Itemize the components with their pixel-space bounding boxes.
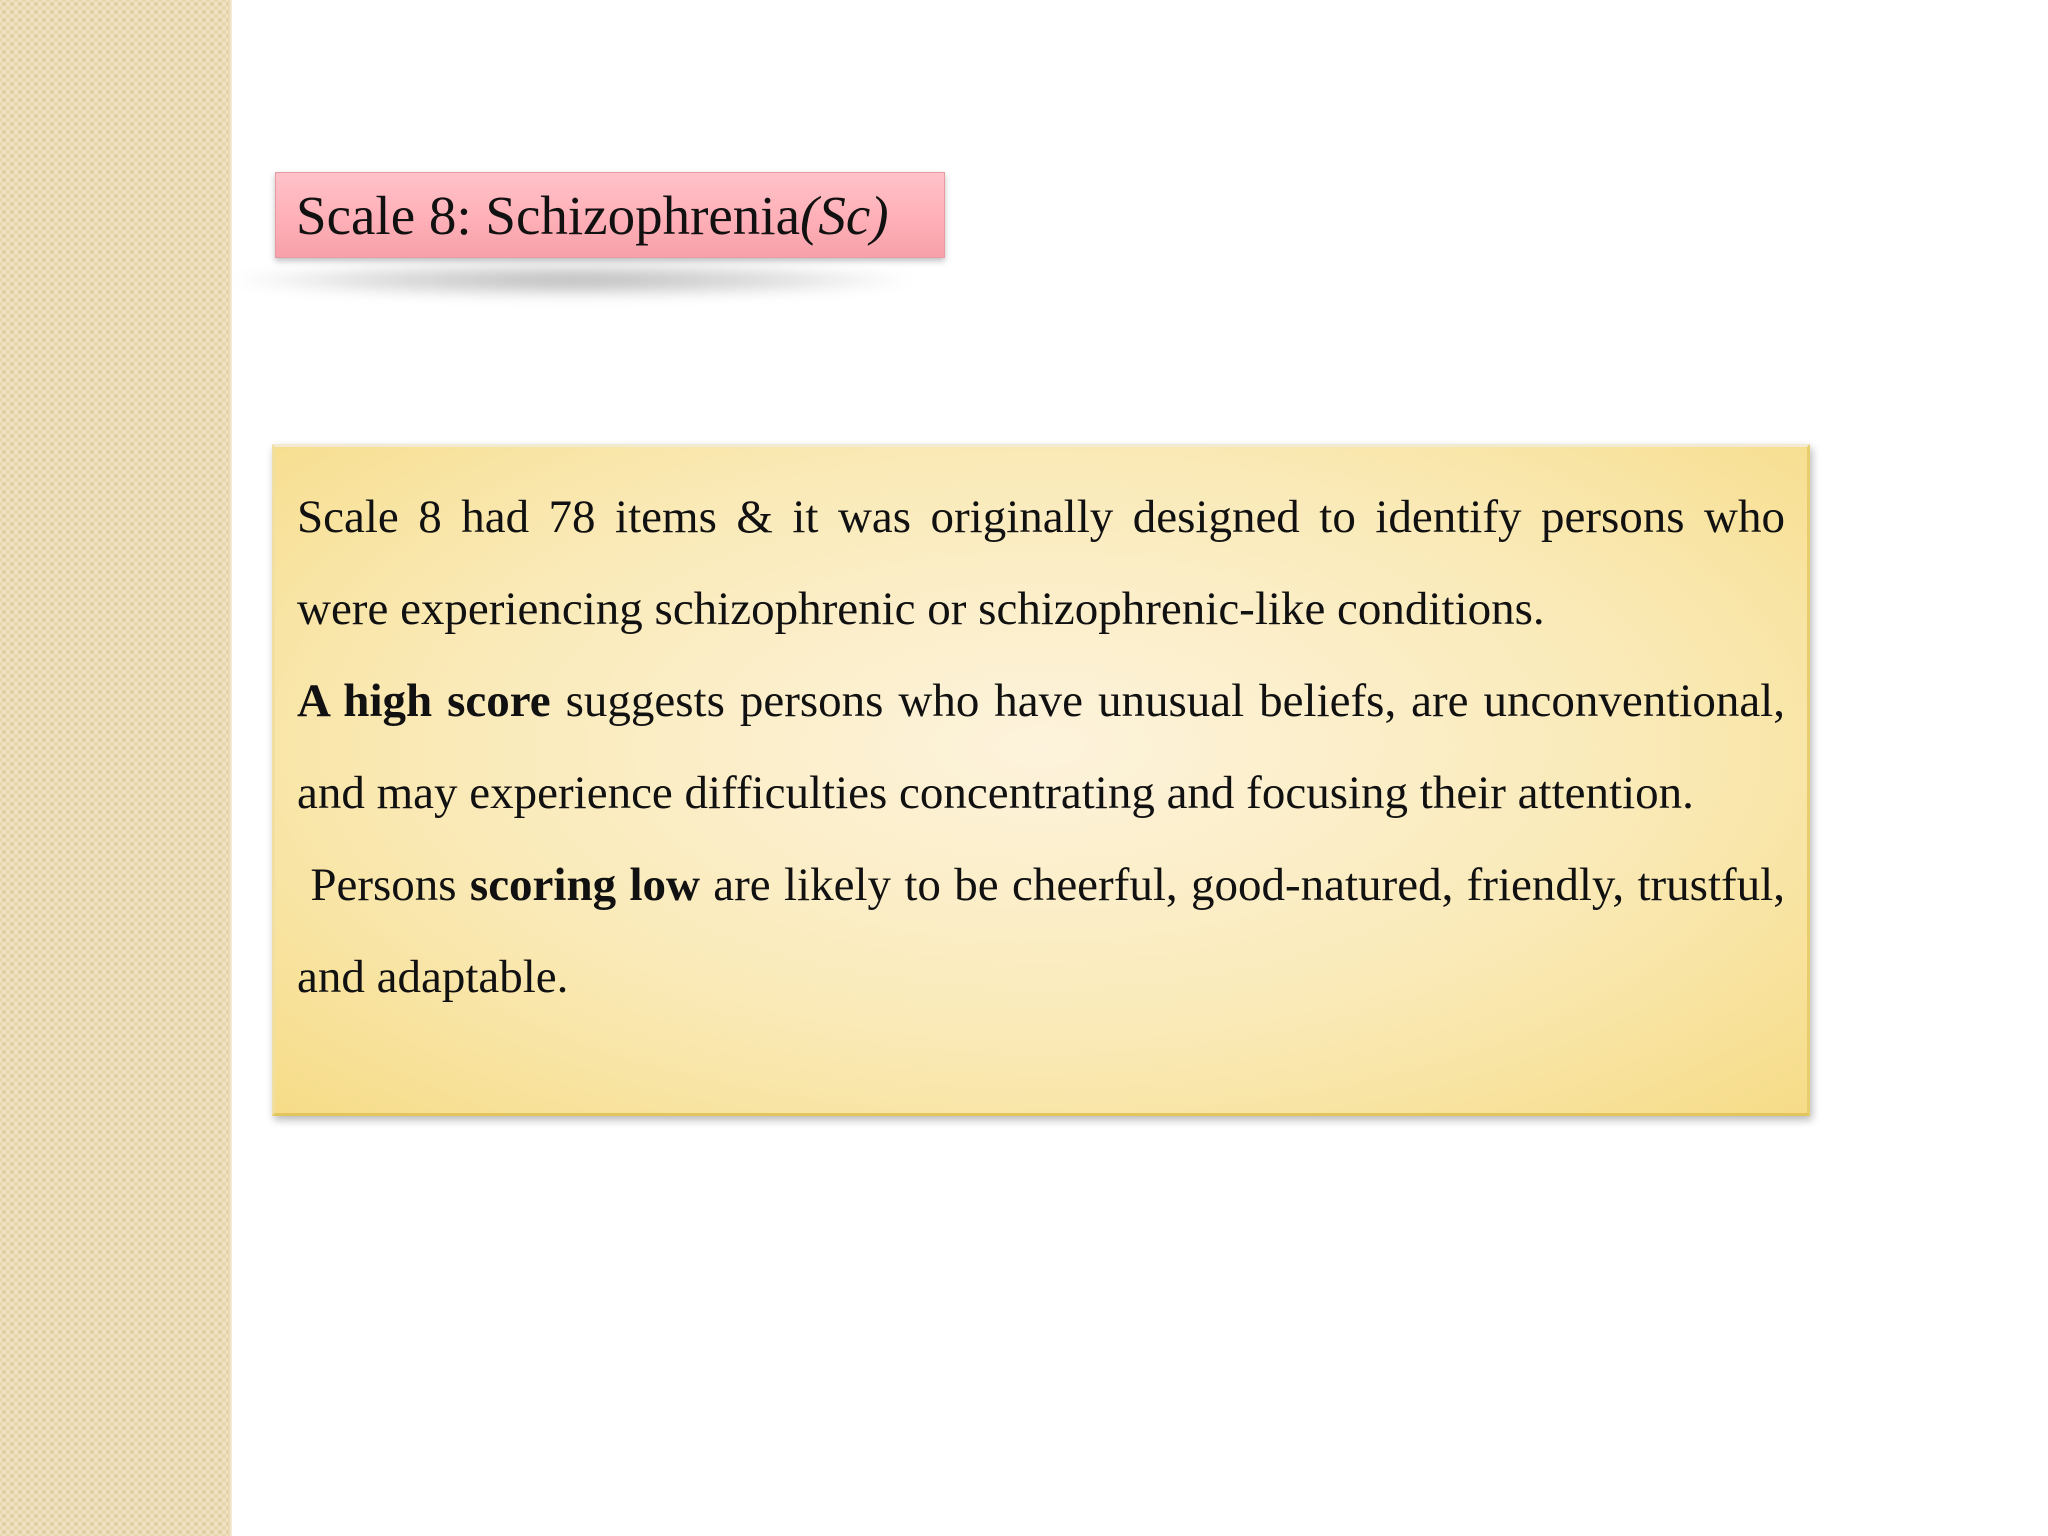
side-band-edge bbox=[228, 0, 232, 1536]
decorative-side-band bbox=[0, 0, 228, 1536]
low-score-emphasis: scoring low bbox=[469, 859, 700, 911]
high-score-emphasis: A high score bbox=[297, 675, 551, 727]
low-score-lead: Persons bbox=[297, 859, 470, 911]
paragraph-high-score bbox=[297, 655, 1785, 839]
paragraph-low-score bbox=[297, 839, 1785, 1023]
high-score-text: suggests persons who have unusual beliefs, are unconventional, and may experience difficulties concentrating and focusing their attention. bbox=[297, 675, 1785, 819]
slide-title-abbrev: (Sc) bbox=[800, 184, 889, 246]
low-score-text: are likely to be cheerful, good-natured, friendly, trustful, and adaptable. bbox=[297, 859, 1785, 1003]
content-box bbox=[272, 444, 1810, 1116]
slide-title-text: Scale 8: Schizophrenia bbox=[296, 184, 800, 246]
paragraph-description bbox=[297, 471, 1785, 655]
paragraph-description-text: Scale 8 had 78 items & it was originally designed to identify persons who were experiencing schizophrenic or schizophrenic-like conditions. bbox=[297, 491, 1785, 635]
title-shadow bbox=[232, 262, 912, 298]
slide-title-box bbox=[275, 172, 945, 258]
